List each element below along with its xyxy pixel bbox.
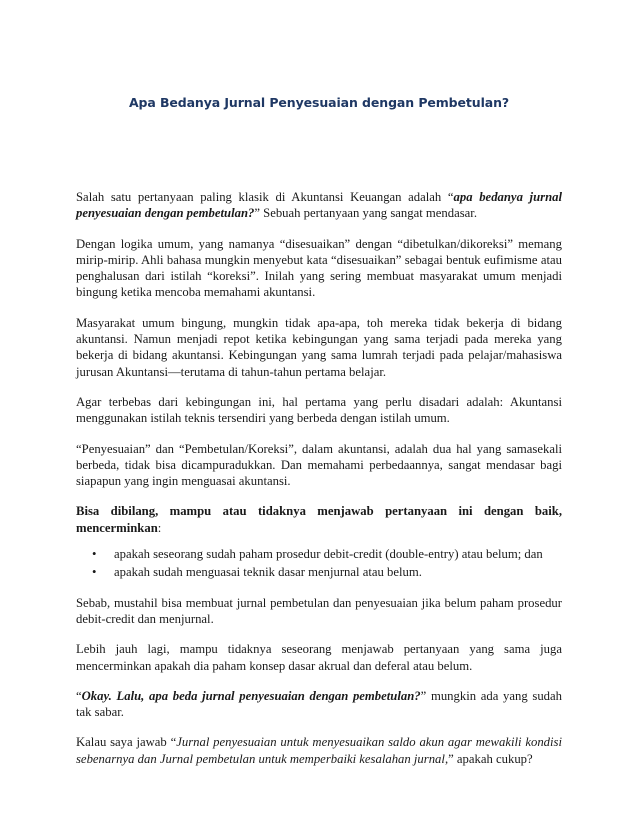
paragraph-confusion: Masyarakat umum bingung, mungkin tidak apa-apa, toh mereka tidak bekerja di bidang akuntansi. Namun menjadi repot ketika kebingungan yang sama terjadi pada mereka yang bekerja di bidang akuntansi. Kebingungan yang sama lumrah terjadi pada pelajar/mahasiswa jurusan Akuntansi—terutama di tahun-tahun pertama belajar.: [76, 315, 562, 379]
list-item: • apakah seseorang sudah paham prosedur debit-credit (double-entry) atau belum; dan: [114, 546, 562, 562]
reflects-bold-text: Bisa dibilang, mampu atau tidaknya menjawab pertanyaan ini dengan baik, mencerminkan: [76, 504, 562, 535]
answer-italic: Jurnal penyesuaian untuk menyesuaikan saldo akun agar mewakili kondisi sebenarnya dan Jurnal pembetulan untuk memperbaiki kesalahan jurnal: [76, 735, 562, 766]
paragraph-intro: [76, 189, 562, 222]
paragraph-awareness: Agar terbebas dari kebingungan ini, hal pertama yang perlu disadari adalah: Akuntansi menggunakan istilah teknis tersendiri yang berbeda dengan istilah umum.: [76, 394, 562, 426]
paragraph-reflects: [76, 503, 562, 536]
paragraph-accrual: Lebih jauh lagi, mampu tidaknya seseorang menjawab pertanyaan yang sama juga mencerminkan apakah dia paham konsep dasar akrual dan deferal atau belum.: [76, 642, 562, 673]
paragraph-answer: [76, 734, 562, 767]
paragraph-impossible: Sebab, mustahil bisa membuat jurnal pembetulan dan penyesuaian jika belum paham prosedur debit-credit dan menjurnal.: [76, 595, 562, 626]
question-tail: ” mungkin ada yang sudah tak sabar.: [76, 688, 562, 720]
answer-tail: ,” apakah cukup?: [444, 751, 533, 766]
paragraph-question: [76, 688, 562, 721]
intro-question: apa bedanya jurnal penyesuaian dengan pembetulan?: [76, 190, 562, 221]
question-open-quote: “: [76, 688, 82, 703]
page-title: Apa Bedanya Jurnal Penyesuaian dengan Pembetulan?: [128, 95, 510, 110]
paragraph-difference: “Penyesuaian” dan “Pembetulan/Koreksi”, dalam akuntansi, adalah dua hal yang samasekali berbeda, tidak bisa dicampuradukkan. Dan memahami perbedaannya, sangat mendasar bagi siapapun yang ingin menguasai akuntansi.: [76, 441, 562, 489]
document-body: [76, 189, 562, 767]
intro-text-end: ” Sebuah pertanyaan yang sangat mendasar.: [254, 206, 477, 221]
reflects-colon: :: [157, 520, 162, 535]
intro-text-start: Salah satu pertanyaan paling klasik di Akuntansi Keuangan adalah “: [76, 190, 454, 204]
paragraph-logic: Dengan logika umum, yang namanya “disesuaikan” dengan “dibetulkan/dikoreksi” memang mirip-mirip. Ahli bahasa mungkin menyebut kata “disesuaikan” sebagai bentuk eufimisme atau penghalusan dari istilah “koreksi”. Inilah yang sering membuat masyarakat umum menjadi bingung ketika mencoba memahami akuntansi.: [76, 236, 562, 300]
bullet-list: [76, 546, 562, 581]
answer-lead: Kalau saya jawab “: [76, 735, 177, 750]
question-text: Okay. Lalu, apa beda jurnal penyesuaian dengan pembetulan?: [81, 688, 421, 703]
list-item: • apakah sudah menguasai teknik dasar menjurnal atau belum.: [114, 564, 562, 580]
